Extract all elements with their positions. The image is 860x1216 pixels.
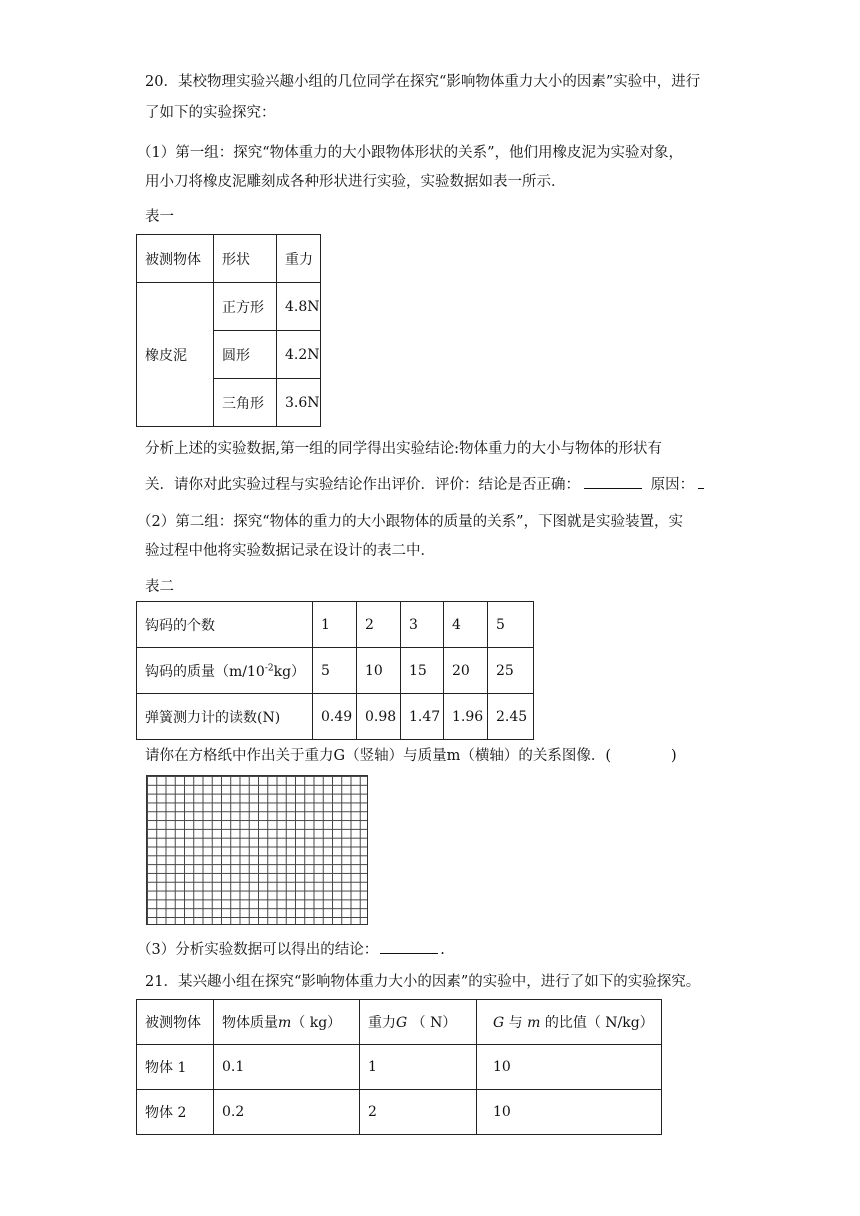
table2-value-cell: 0.98 — [357, 694, 401, 740]
table-row — [137, 602, 534, 648]
table2 — [136, 601, 534, 740]
table1-header-weight: 重力 — [277, 235, 321, 283]
header-symbol: G — [396, 1015, 408, 1031]
table2-value-cell: 5 — [313, 648, 357, 694]
mass-label: 钩码的质量（m/10 — [145, 663, 265, 680]
mass-label-exponent: -2 — [264, 662, 274, 673]
table3-cell: 0.1 — [214, 1045, 360, 1090]
q20-part1-line1: （1）第一组：探究“物体重力的大小跟物体形状的关系”，他们用橡皮泥为实验对象， — [137, 145, 684, 161]
table1-object-cell: 橡皮泥 — [137, 283, 214, 427]
header-unit: （ N） — [407, 1015, 457, 1031]
header-unit: 的比值（ N/kg） — [540, 1015, 654, 1031]
table1-header-object: 被测物体 — [137, 235, 214, 283]
table3-header-ratio — [477, 1000, 662, 1045]
table2-value-cell: 25 — [488, 648, 534, 694]
table2-value-cell: 1 — [313, 602, 357, 648]
table2-label-cell: 弹簧测力计的读数(N) — [137, 694, 313, 740]
conclusion-blank[interactable] — [380, 939, 438, 954]
table-row — [137, 283, 321, 331]
mass-label-unit: kg） — [273, 663, 306, 680]
table1-weight-cell: 3.6N — [277, 379, 321, 427]
header-text: 物体质量 — [222, 1015, 278, 1031]
q20-analysis-line2 — [145, 474, 708, 495]
graph-prompt-close: ) — [671, 748, 677, 764]
table3-cell: 物体 1 — [137, 1045, 214, 1090]
table-row — [137, 648, 534, 694]
table2-value-cell: 5 — [488, 602, 534, 648]
table2-value-cell: 3 — [401, 602, 444, 648]
graph-prompt-text: 请你在方格纸中作出关于重力G（竖轴）与质量m（横轴）的关系图像．( — [145, 748, 611, 764]
header-text: 与 — [504, 1015, 528, 1031]
q20-line1: 20．某校物理实验兴趣小组的几位同学在探究“影响物体重力大小的因素”实验中，进行 — [145, 74, 701, 90]
header-unit: （ kg） — [291, 1015, 342, 1031]
header-symbol: m — [527, 1015, 541, 1031]
part3-period: . — [440, 942, 445, 958]
table-row — [137, 1045, 662, 1090]
table3-cell: 物体 2 — [137, 1090, 214, 1135]
reason-label: 原因： — [646, 477, 695, 493]
table3-header-object: 被测物体 — [137, 1000, 214, 1045]
table2-value-cell: 2.45 — [488, 694, 534, 740]
table3-header-weight — [360, 1000, 477, 1045]
table-row — [137, 1090, 662, 1135]
table3-cell: 1 — [360, 1045, 477, 1090]
table2-label-cell — [137, 648, 313, 694]
graph-prompt — [145, 746, 677, 766]
graph-paper-grid[interactable] — [146, 775, 368, 925]
table1-weight-cell: 4.2N — [277, 331, 321, 379]
q20-part3 — [137, 938, 445, 959]
table3-cell: 2 — [360, 1090, 477, 1135]
table2-value-cell: 1.96 — [444, 694, 488, 740]
answer-blank[interactable] — [584, 474, 642, 489]
header-symbol: m — [278, 1015, 292, 1031]
table2-value-cell: 10 — [357, 648, 401, 694]
q20-part2-line2: 验过程中他将实验数据记录在设计的表二中． — [145, 543, 435, 559]
table1-shape-cell: 正方形 — [214, 283, 277, 331]
header-text: 重力 — [368, 1015, 396, 1031]
table3-cell: 10 — [477, 1045, 662, 1090]
table1-header-shape: 形状 — [214, 235, 277, 283]
table1 — [136, 234, 321, 427]
table2-value-cell: 20 — [444, 648, 488, 694]
analysis-text: 关．请你对此实验过程与实验结论作出评价．评价：结论是否正确： — [145, 477, 580, 493]
table2-value-cell: 15 — [401, 648, 444, 694]
table1-caption: 表一 — [145, 209, 174, 225]
table-row — [137, 1000, 662, 1045]
table2-value-cell: 2 — [357, 602, 401, 648]
q20-line2: 了如下的实验探究： — [145, 105, 276, 121]
q20-analysis-line1: 分析上述的实验数据,第一组的同学得出实验结论:物体重力的大小与物体的形状有 — [145, 441, 662, 457]
reason-blank[interactable] — [698, 474, 704, 489]
q20-part2-line1: （2）第二组：探究“物体的重力的大小跟物体的质量的关系”，下图就是实验装置，实 — [137, 514, 684, 530]
q21-line1: 21．某兴趣小组在探究“影响物体重力大小的因素”的实验中，进行了如下的实验探究。 — [145, 974, 701, 990]
header-symbol: G — [493, 1015, 505, 1031]
table1-shape-cell: 三角形 — [214, 379, 277, 427]
table3-cell: 10 — [477, 1090, 662, 1135]
table2-label-cell: 钩码的个数 — [137, 602, 313, 648]
table2-value-cell: 4 — [444, 602, 488, 648]
table3-header-mass — [214, 1000, 360, 1045]
table2-value-cell: 1.47 — [401, 694, 444, 740]
q20-part1-line2: 用小刀将橡皮泥雕刻成各种形状进行实验，实验数据如表一所示． — [145, 174, 566, 190]
table3-cell: 0.2 — [214, 1090, 360, 1135]
table1-weight-cell: 4.8N — [277, 283, 321, 331]
table1-shape-cell: 圆形 — [214, 331, 277, 379]
part3-text: （3）分析实验数据可以得出的结论： — [137, 942, 379, 958]
table-row — [137, 235, 321, 283]
table2-value-cell: 0.49 — [313, 694, 357, 740]
table3 — [136, 999, 662, 1135]
table-row — [137, 694, 534, 740]
table2-caption: 表二 — [145, 579, 174, 595]
